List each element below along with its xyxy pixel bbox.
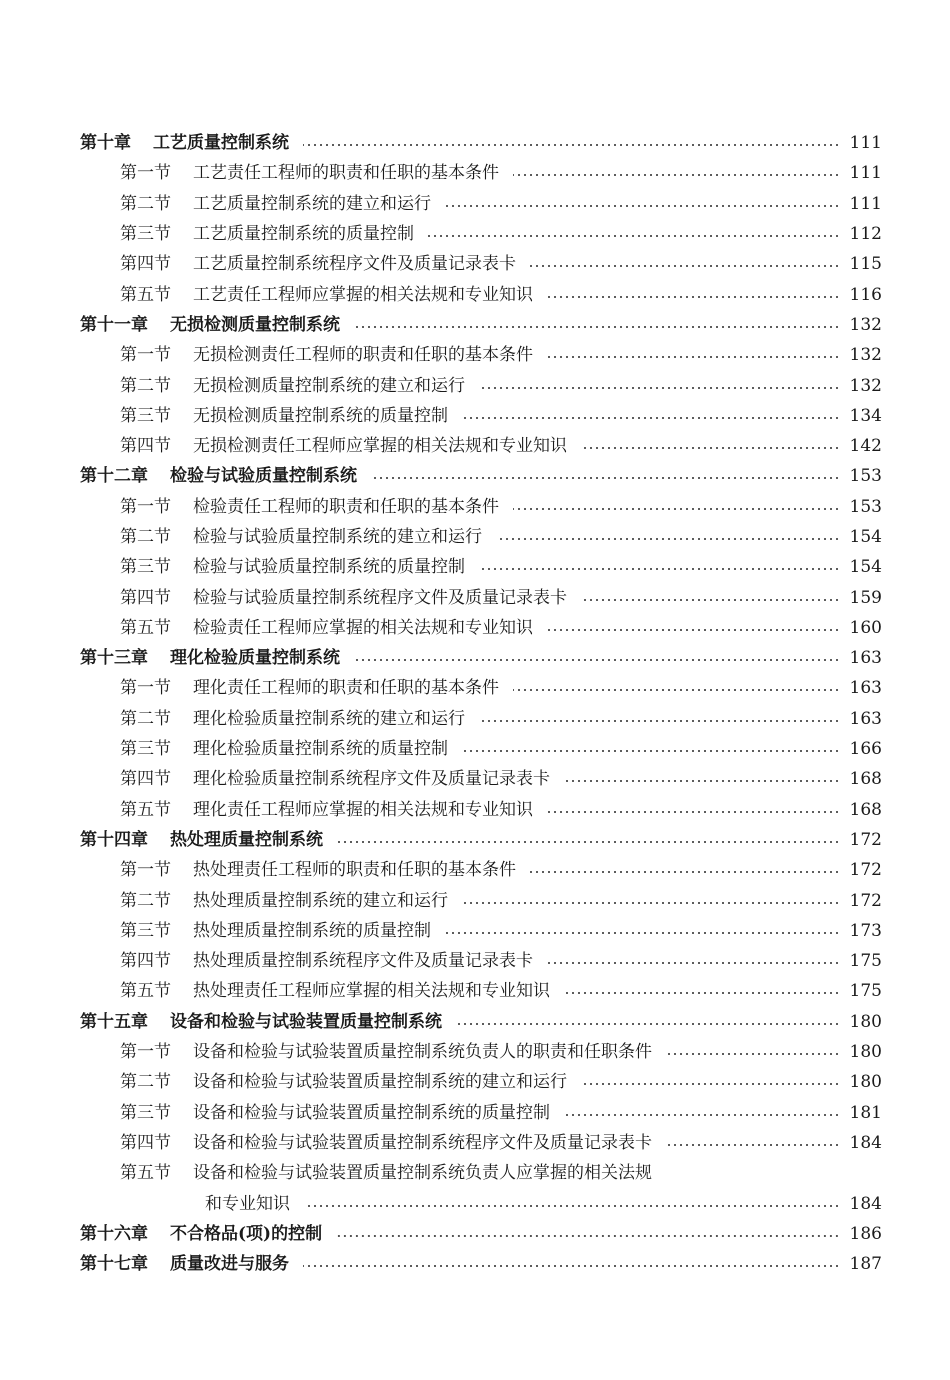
toc-page-number: 181 — [849, 1102, 882, 1123]
toc-page-number: 163 — [849, 678, 882, 699]
dot-leader — [462, 902, 840, 904]
toc-entry-label — [120, 708, 465, 730]
toc-section-entry[interactable] — [0, 946, 950, 976]
toc-page-number: 154 — [849, 557, 882, 578]
toc-page-number: 172 — [849, 860, 882, 881]
toc-page-number: 175 — [849, 951, 882, 972]
toc-entry-number: 第十七章 — [80, 1254, 148, 1275]
toc-entry-number: 第三节 — [120, 920, 171, 941]
toc-page-number: 142 — [849, 436, 882, 457]
dot-leader — [496, 538, 840, 540]
toc-entry-label — [120, 738, 448, 760]
toc-chapter-entry[interactable] — [0, 1007, 950, 1037]
toc-entry-label — [120, 677, 499, 699]
toc-entry-title: 工艺质量控制系统的质量控制 — [193, 224, 414, 245]
toc-page-number: 180 — [849, 1072, 882, 1093]
dot-leader — [479, 387, 840, 389]
dot-leader — [479, 568, 840, 570]
toc-entry-number: 第二节 — [120, 527, 171, 547]
toc-section-entry[interactable] — [0, 916, 950, 946]
toc-entry-title: 工艺质量控制系统的建立和运行 — [193, 193, 431, 214]
toc-section-entry[interactable] — [0, 582, 950, 612]
toc-entry-label — [120, 526, 482, 548]
toc-entry-label — [120, 223, 414, 245]
toc-page-number: 132 — [849, 375, 882, 396]
toc-section-entry[interactable] — [0, 370, 950, 400]
toc-entry-number: 第五节 — [120, 1163, 171, 1184]
dot-leader — [304, 1205, 840, 1207]
dot-leader — [428, 235, 840, 237]
toc-page-number: 168 — [849, 769, 882, 790]
toc-entry-title: 不合格品(项)的控制 — [170, 1223, 323, 1244]
toc-entry-number: 第一节 — [120, 345, 171, 366]
toc-entry-number: 第十二章 — [80, 466, 148, 487]
toc-page-number: 111 — [849, 133, 882, 154]
toc-entry-number: 第四节 — [120, 587, 171, 608]
toc-page-number: 112 — [849, 224, 882, 245]
toc-entry-label — [80, 1253, 289, 1275]
toc-entry-number: 第四节 — [120, 436, 171, 457]
toc-section-entry[interactable] — [0, 764, 950, 794]
toc-entry-number: 第一节 — [120, 678, 171, 699]
dot-leader — [547, 962, 840, 964]
toc-entry-number: 第一节 — [120, 1042, 171, 1063]
table-of-contents — [0, 128, 950, 1279]
toc-entry-label — [120, 193, 431, 215]
dot-leader — [303, 1265, 840, 1267]
dot-leader — [445, 205, 840, 207]
toc-chapter-entry[interactable] — [0, 825, 950, 855]
toc-entry-label — [120, 617, 533, 639]
toc-entry-title: 质量改进与服务 — [170, 1254, 289, 1275]
toc-chapter-entry[interactable] — [0, 310, 950, 340]
toc-page-number: 154 — [849, 527, 882, 547]
toc-entry-title: 理化检验质量控制系统的建立和运行 — [193, 708, 465, 729]
toc-entry-label — [120, 1132, 652, 1154]
toc-entry-label — [120, 496, 499, 518]
toc-section-entry[interactable] — [0, 189, 950, 219]
toc-entry-label — [120, 950, 533, 972]
toc-chapter-entry[interactable] — [0, 1249, 950, 1279]
toc-entry-number: 第十六章 — [80, 1223, 148, 1244]
toc-entry-number: 第二节 — [120, 1072, 171, 1093]
toc-entry-label — [120, 284, 533, 306]
toc-entry-title: 检验责任工程师应掌握的相关法规和专业知识 — [193, 617, 533, 638]
dot-leader — [303, 144, 840, 146]
toc-page-number: 173 — [849, 920, 882, 941]
toc-page-number: 153 — [849, 466, 882, 487]
toc-section-entry[interactable] — [0, 249, 950, 279]
toc-entry-number: 第三节 — [120, 557, 171, 578]
dot-leader — [530, 871, 840, 873]
dot-leader — [564, 1114, 840, 1116]
toc-entry-label — [120, 405, 448, 427]
toc-section-entry[interactable] — [0, 1098, 950, 1128]
toc-entry-number: 第十三章 — [80, 648, 148, 669]
toc-entry-title: 设备和检验与试验装置质量控制系统负责人的职责和任职条件 — [193, 1042, 652, 1063]
toc-entry-number: 第一节 — [120, 860, 171, 881]
toc-entry-title: 无损检测质量控制系统 — [170, 314, 340, 335]
toc-entry-label — [80, 465, 357, 487]
toc-chapter-entry[interactable] — [0, 1219, 950, 1249]
toc-page-number: 153 — [849, 496, 882, 517]
toc-entry-title: 无损检测责任工程师的职责和任职的基本条件 — [193, 345, 533, 366]
toc-entry-title: 无损检测质量控制系统的建立和运行 — [193, 375, 465, 396]
toc-entry-label — [120, 344, 533, 366]
toc-page-number: 172 — [849, 890, 882, 911]
toc-entry-label — [80, 829, 323, 851]
toc-section-entry[interactable] — [0, 1188, 950, 1218]
toc-entry-title: 工艺责任工程师应掌握的相关法规和专业知识 — [193, 284, 533, 305]
toc-section-entry[interactable] — [0, 219, 950, 249]
toc-entry-number: 第十四章 — [80, 829, 148, 850]
toc-entry-title: 工艺质量控制系统 — [153, 133, 289, 154]
dot-leader — [581, 447, 840, 449]
toc-entry-title: 设备和检验与试验装置质量控制系统程序文件及质量记录表卡 — [193, 1132, 652, 1153]
toc-section-entry[interactable] — [0, 613, 950, 643]
toc-page-number: 175 — [849, 981, 882, 1002]
toc-entry-number: 第二节 — [120, 708, 171, 729]
toc-entry-title: 热处理质量控制系统的建立和运行 — [193, 890, 448, 911]
toc-page-number: 168 — [849, 799, 882, 820]
toc-entry-title: 工艺质量控制系统程序文件及质量记录表卡 — [193, 254, 516, 275]
toc-entry-label — [80, 1223, 322, 1245]
toc-entry-title: 热处理责任工程师应掌握的相关法规和专业知识 — [193, 981, 550, 1002]
toc-entry-label — [80, 314, 340, 336]
toc-entry-label — [120, 920, 431, 942]
toc-page-number: 186 — [849, 1223, 882, 1244]
toc-entry-label — [205, 1193, 290, 1215]
toc-entry-number: 第三节 — [120, 739, 171, 760]
toc-page-number: 184 — [849, 1193, 882, 1214]
toc-entry-number: 第四节 — [120, 769, 171, 790]
toc-entry-title: 检验与试验质量控制系统的质量控制 — [193, 557, 465, 578]
toc-page-number: 134 — [849, 405, 882, 426]
toc-entry-number: 第五节 — [120, 981, 171, 1002]
toc-section-entry[interactable] — [0, 431, 950, 461]
toc-page-number: 166 — [849, 739, 882, 760]
toc-chapter-entry[interactable] — [0, 643, 950, 673]
toc-entry-label — [120, 253, 516, 275]
toc-entry-number: 第五节 — [120, 799, 171, 820]
toc-entry-title: 理化责任工程师应掌握的相关法规和专业知识 — [193, 799, 533, 820]
toc-entry-title: 设备和检验与试验装置质量控制系统负责人应掌握的相关法规 — [193, 1163, 652, 1184]
toc-entry-title: 工艺责任工程师的职责和任职的基本条件 — [193, 163, 499, 184]
toc-entry-number: 第三节 — [120, 405, 171, 426]
toc-section-entry[interactable] — [0, 279, 950, 309]
toc-section-entry[interactable] — [0, 855, 950, 885]
toc-entry-number: 第三节 — [120, 224, 171, 245]
toc-entry-label — [120, 1041, 652, 1063]
dot-leader — [371, 477, 840, 479]
toc-entry-label — [120, 1162, 882, 1184]
toc-entry-number: 第四节 — [120, 254, 171, 275]
toc-section-entry[interactable] — [0, 1128, 950, 1158]
dot-leader — [581, 1083, 840, 1085]
toc-entry-title: 设备和检验与试验装置质量控制系统 — [170, 1011, 442, 1032]
dot-leader — [336, 1235, 840, 1237]
dot-leader — [564, 992, 840, 994]
toc-entry-number: 第三节 — [120, 1102, 171, 1123]
toc-page-number: 132 — [849, 314, 882, 335]
dot-leader — [337, 841, 840, 843]
toc-entry-number: 第十一章 — [80, 314, 148, 335]
toc-entry-number: 第四节 — [120, 1132, 171, 1153]
toc-entry-label — [120, 799, 533, 821]
toc-entry-label — [120, 1102, 550, 1124]
dot-leader — [547, 296, 840, 298]
toc-entry-label — [120, 890, 448, 912]
toc-entry-number: 第二节 — [120, 193, 171, 214]
toc-section-entry[interactable] — [0, 340, 950, 370]
toc-entry-title: 热处理质量控制系统程序文件及质量记录表卡 — [193, 951, 533, 972]
toc-section-entry[interactable] — [0, 492, 950, 522]
toc-entry-title: 设备和检验与试验装置质量控制系统的质量控制 — [193, 1102, 550, 1123]
toc-entry-title: 设备和检验与试验装置质量控制系统的建立和运行 — [193, 1072, 567, 1093]
toc-page-number: 172 — [849, 829, 882, 850]
toc-chapter-entry[interactable] — [0, 128, 950, 158]
toc-entry-number: 第二节 — [120, 890, 171, 911]
dot-leader — [513, 508, 840, 510]
toc-entry-label — [80, 1011, 442, 1033]
toc-section-entry[interactable] — [0, 1037, 950, 1067]
toc-section-entry[interactable] — [0, 1158, 950, 1188]
toc-entry-title: 热处理质量控制系统 — [170, 829, 323, 850]
dot-leader — [513, 689, 840, 691]
toc-entry-number: 第五节 — [120, 617, 171, 638]
dot-leader — [354, 326, 840, 328]
toc-entry-label — [120, 556, 465, 578]
toc-page-number: 116 — [849, 284, 882, 305]
toc-page-number: 180 — [849, 1011, 882, 1032]
toc-entry-title: 和专业知识 — [205, 1193, 290, 1214]
toc-entry-label — [120, 980, 550, 1002]
toc-entry-number: 第一节 — [120, 163, 171, 184]
dot-leader — [666, 1053, 840, 1055]
toc-section-entry[interactable] — [0, 885, 950, 915]
toc-entry-label — [120, 587, 567, 609]
toc-entry-label — [120, 375, 465, 397]
toc-page-number: 159 — [849, 587, 882, 608]
toc-entry-number: 第四节 — [120, 951, 171, 972]
toc-entry-label — [120, 768, 550, 790]
dot-leader — [456, 1023, 840, 1025]
toc-entry-label — [80, 647, 340, 669]
toc-section-entry[interactable] — [0, 552, 950, 582]
toc-entry-number: 第十章 — [80, 133, 131, 154]
toc-page-number: 111 — [849, 193, 882, 214]
toc-section-entry[interactable] — [0, 976, 950, 1006]
toc-entry-title: 理化检验质量控制系统 — [170, 648, 340, 669]
toc-entry-label — [120, 435, 567, 457]
toc-entry-title: 理化检验质量控制系统的质量控制 — [193, 739, 448, 760]
toc-page-number: 163 — [849, 648, 882, 669]
toc-page-number: 187 — [849, 1254, 882, 1275]
dot-leader — [479, 720, 840, 722]
dot-leader — [530, 265, 840, 267]
toc-entry-label — [120, 859, 516, 881]
toc-page-number: 180 — [849, 1042, 882, 1063]
toc-entry-title: 热处理责任工程师的职责和任职的基本条件 — [193, 860, 516, 881]
dot-leader — [581, 599, 840, 601]
toc-entry-title: 检验与试验质量控制系统程序文件及质量记录表卡 — [193, 587, 567, 608]
dot-leader — [564, 780, 840, 782]
dot-leader — [445, 932, 840, 934]
toc-section-entry[interactable] — [0, 704, 950, 734]
toc-entry-title: 检验责任工程师的职责和任职的基本条件 — [193, 496, 499, 517]
toc-section-entry[interactable] — [0, 795, 950, 825]
toc-entry-title: 理化责任工程师的职责和任职的基本条件 — [193, 678, 499, 699]
toc-page-number: 184 — [849, 1132, 882, 1153]
toc-section-entry[interactable] — [0, 401, 950, 431]
toc-entry-number: 第五节 — [120, 284, 171, 305]
toc-entry-title: 无损检测责任工程师应掌握的相关法规和专业知识 — [193, 436, 567, 457]
dot-leader — [666, 1144, 840, 1146]
dot-leader — [462, 417, 840, 419]
toc-entry-label — [120, 1071, 567, 1093]
toc-page-number: 160 — [849, 617, 882, 638]
dot-leader — [354, 659, 840, 661]
toc-section-entry[interactable] — [0, 734, 950, 764]
toc-entry-title: 热处理质量控制系统的质量控制 — [193, 920, 431, 941]
dot-leader — [513, 174, 840, 176]
toc-page-number: 163 — [849, 708, 882, 729]
toc-entry-title: 理化检验质量控制系统程序文件及质量记录表卡 — [193, 769, 550, 790]
dot-leader — [462, 750, 840, 752]
dot-leader — [547, 811, 840, 813]
toc-entry-title: 无损检测质量控制系统的质量控制 — [193, 405, 448, 426]
toc-chapter-entry[interactable] — [0, 461, 950, 491]
toc-section-entry[interactable] — [0, 158, 950, 188]
dot-leader — [547, 356, 840, 358]
toc-entry-title: 检验与试验质量控制系统 — [170, 466, 357, 487]
toc-page-number: 111 — [849, 163, 882, 184]
toc-section-entry[interactable] — [0, 522, 950, 552]
toc-entry-label — [120, 162, 499, 184]
toc-section-entry[interactable] — [0, 1067, 950, 1097]
toc-section-entry[interactable] — [0, 673, 950, 703]
toc-entry-number: 第一节 — [120, 496, 171, 517]
toc-page-number: 132 — [849, 345, 882, 366]
toc-entry-title: 检验与试验质量控制系统的建立和运行 — [193, 527, 482, 547]
toc-entry-label — [80, 132, 289, 154]
dot-leader — [547, 629, 840, 631]
toc-entry-number: 第十五章 — [80, 1011, 148, 1032]
toc-entry-number: 第二节 — [120, 375, 171, 396]
toc-page-number: 115 — [849, 254, 882, 275]
